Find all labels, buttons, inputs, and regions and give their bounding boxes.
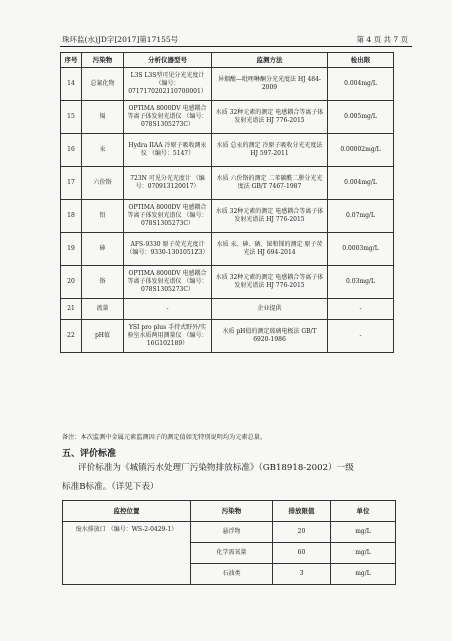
section-title: 五、评价标准 [62,449,117,459]
method-cell: 异烟酸—吡唑啉酮分光光度法 HJ 484-2009 [212,68,328,101]
table-row [61,101,394,134]
paragraph-line: 标准B标准。（详见下表） [62,482,159,492]
unit-cell: mg/L [331,543,396,564]
row-number: 22 [61,320,82,353]
limit-value-cell: 3 [273,564,331,585]
unit-cell: mg/L [331,522,396,543]
pollutant-cell: 铅 [82,200,124,233]
pollutant-cell: 铬 [82,266,124,299]
method-cell: 水质 总汞的测定 冷原子吸收分光光度法 HJ 597-2011 [212,134,328,167]
instrument-cell: OPTIMA 8000DV 电感耦合等离子体发射光谱仪 （编号：078S1305273C） [124,200,212,233]
column-header: 分析仪器型号 [124,53,212,68]
row-number: 18 [61,200,82,233]
table-row [61,134,394,167]
table-row [61,299,394,320]
pollutant-cell: 悬浮物 [191,522,273,543]
location-cell: 废水排放口 （编号：WS-2-0429-1） [63,522,191,585]
column-header: 监测方法 [212,53,328,68]
unit-cell: mg/L [331,564,396,585]
instrument-cell: YSI pro plus 手持式野外/实验室水质两用测量仪 （编号：16G102189） [124,320,212,353]
pollutant-cell: 流量 [82,299,124,320]
pollutant-cell: 六价铬 [82,167,124,200]
monitoring-methods-table [60,52,394,353]
table-row [61,266,394,299]
instrument-cell: Hydra IIAA 冷原子吸收测汞仪 （编号：5147） [124,134,212,167]
limit-cell: 0.07mg/L [328,200,394,233]
limit-cell: 0.004mg/L [328,167,394,200]
row-number: 16 [61,134,82,167]
table-footnote: 备注：本次监测中金属元素监测因子的测定值如无特别说明均为元素总量。 [62,434,267,441]
limit-cell: 0.03mg/L [328,266,394,299]
pollutant-cell: 砷 [82,233,124,266]
limit-value-cell: 20 [273,522,331,543]
table-row [61,167,394,200]
column-header: 污染物 [191,501,273,522]
instrument-cell: - [124,299,212,320]
limit-cell: - [328,320,394,353]
column-header: 监控位置 [63,501,191,522]
instrument-cell: OPTIMA 8000DV 电感耦合等离子体发射光谱仪 （编号：078S1305273C） [124,266,212,299]
row-number: 17 [61,167,82,200]
limit-cell: 0.00002mg/L [328,134,394,167]
row-number: 20 [61,266,82,299]
instrument-cell: OPTIMA 8000DV 电感耦合等离子体发射光谱仪 （编号：078S1305273C） [124,101,212,134]
instrument-cell: AFS-9330 原子荧光光度计 （编号：9330-1301051Z3） [124,233,212,266]
limit-cell: 0.004mg/L [328,68,394,101]
pollutant-cell: pH值 [82,320,124,353]
column-header: 排放限值 [273,501,331,522]
table-row [61,200,394,233]
instrument-cell: L3S L3S型可见分光光度计 （编号：0717170202110700001） [124,68,212,101]
method-cell: 水质 pH值的测定玻璃电极法 GB/T 6920-1986 [212,320,328,353]
pollutant-cell: 总氰化物 [82,68,124,101]
row-number: 14 [61,68,82,101]
column-header: 污染物 [82,53,124,68]
paragraph-line: 评价标准为《城镇污水处理厂污染物排放标准》（GB18918-2002）一级 [78,463,354,473]
row-number: 21 [61,299,82,320]
column-header: 单位 [331,501,396,522]
method-cell: 水质 32种元素的测定 电感耦合等离子体发射光谱法 HJ 776-2015 [212,101,328,134]
row-number: 15 [61,101,82,134]
pollutant-cell: 汞 [82,134,124,167]
instrument-cell: 723N 可见分光光度计 （编号：070913120017） [124,167,212,200]
pollutant-cell: 镉 [82,101,124,134]
emission-standard-table [62,500,396,585]
column-header: 序号 [61,53,82,68]
table-row [63,522,396,543]
evaluation-paragraph [62,459,407,497]
page-info: 第 4 页 共 7 页 [356,35,408,44]
method-cell: 水质 32种元素的测定 电感耦合等离子体发射光谱法 HJ 776-2015 [212,200,328,233]
table-row [61,233,394,266]
method-cell: 水质 汞、砷、硒、铋和锑的测定 原子荧光法 HJ 694-2014 [212,233,328,266]
limit-cell: 0.0003mg/L [328,233,394,266]
row-number: 19 [61,233,82,266]
limit-value-cell: 60 [273,543,331,564]
limit-cell: 0.005mg/L [328,101,394,134]
table-header-row [63,501,396,522]
pollutant-cell: 石油类 [191,564,273,585]
method-cell: 水质 六价铬的测定 二苯碳酰二肼分光光度法 GB/T 7467-1987 [212,167,328,200]
method-cell: 企业提供 [212,299,328,320]
header-rule [60,46,412,47]
limit-cell: - [328,299,394,320]
table-header-row [61,53,394,68]
table-row [61,68,394,101]
column-header: 检出限 [328,53,394,68]
page-header [62,34,408,45]
table-row [61,320,394,353]
method-cell: 水质 32种元素的测定 电感耦合等离子体发射光谱法 HJ 776-2015 [212,266,328,299]
pollutant-cell: 化学需氧量 [191,543,273,564]
report-number: 珠环监(水)JD字[2017]第17155号 [62,35,179,44]
